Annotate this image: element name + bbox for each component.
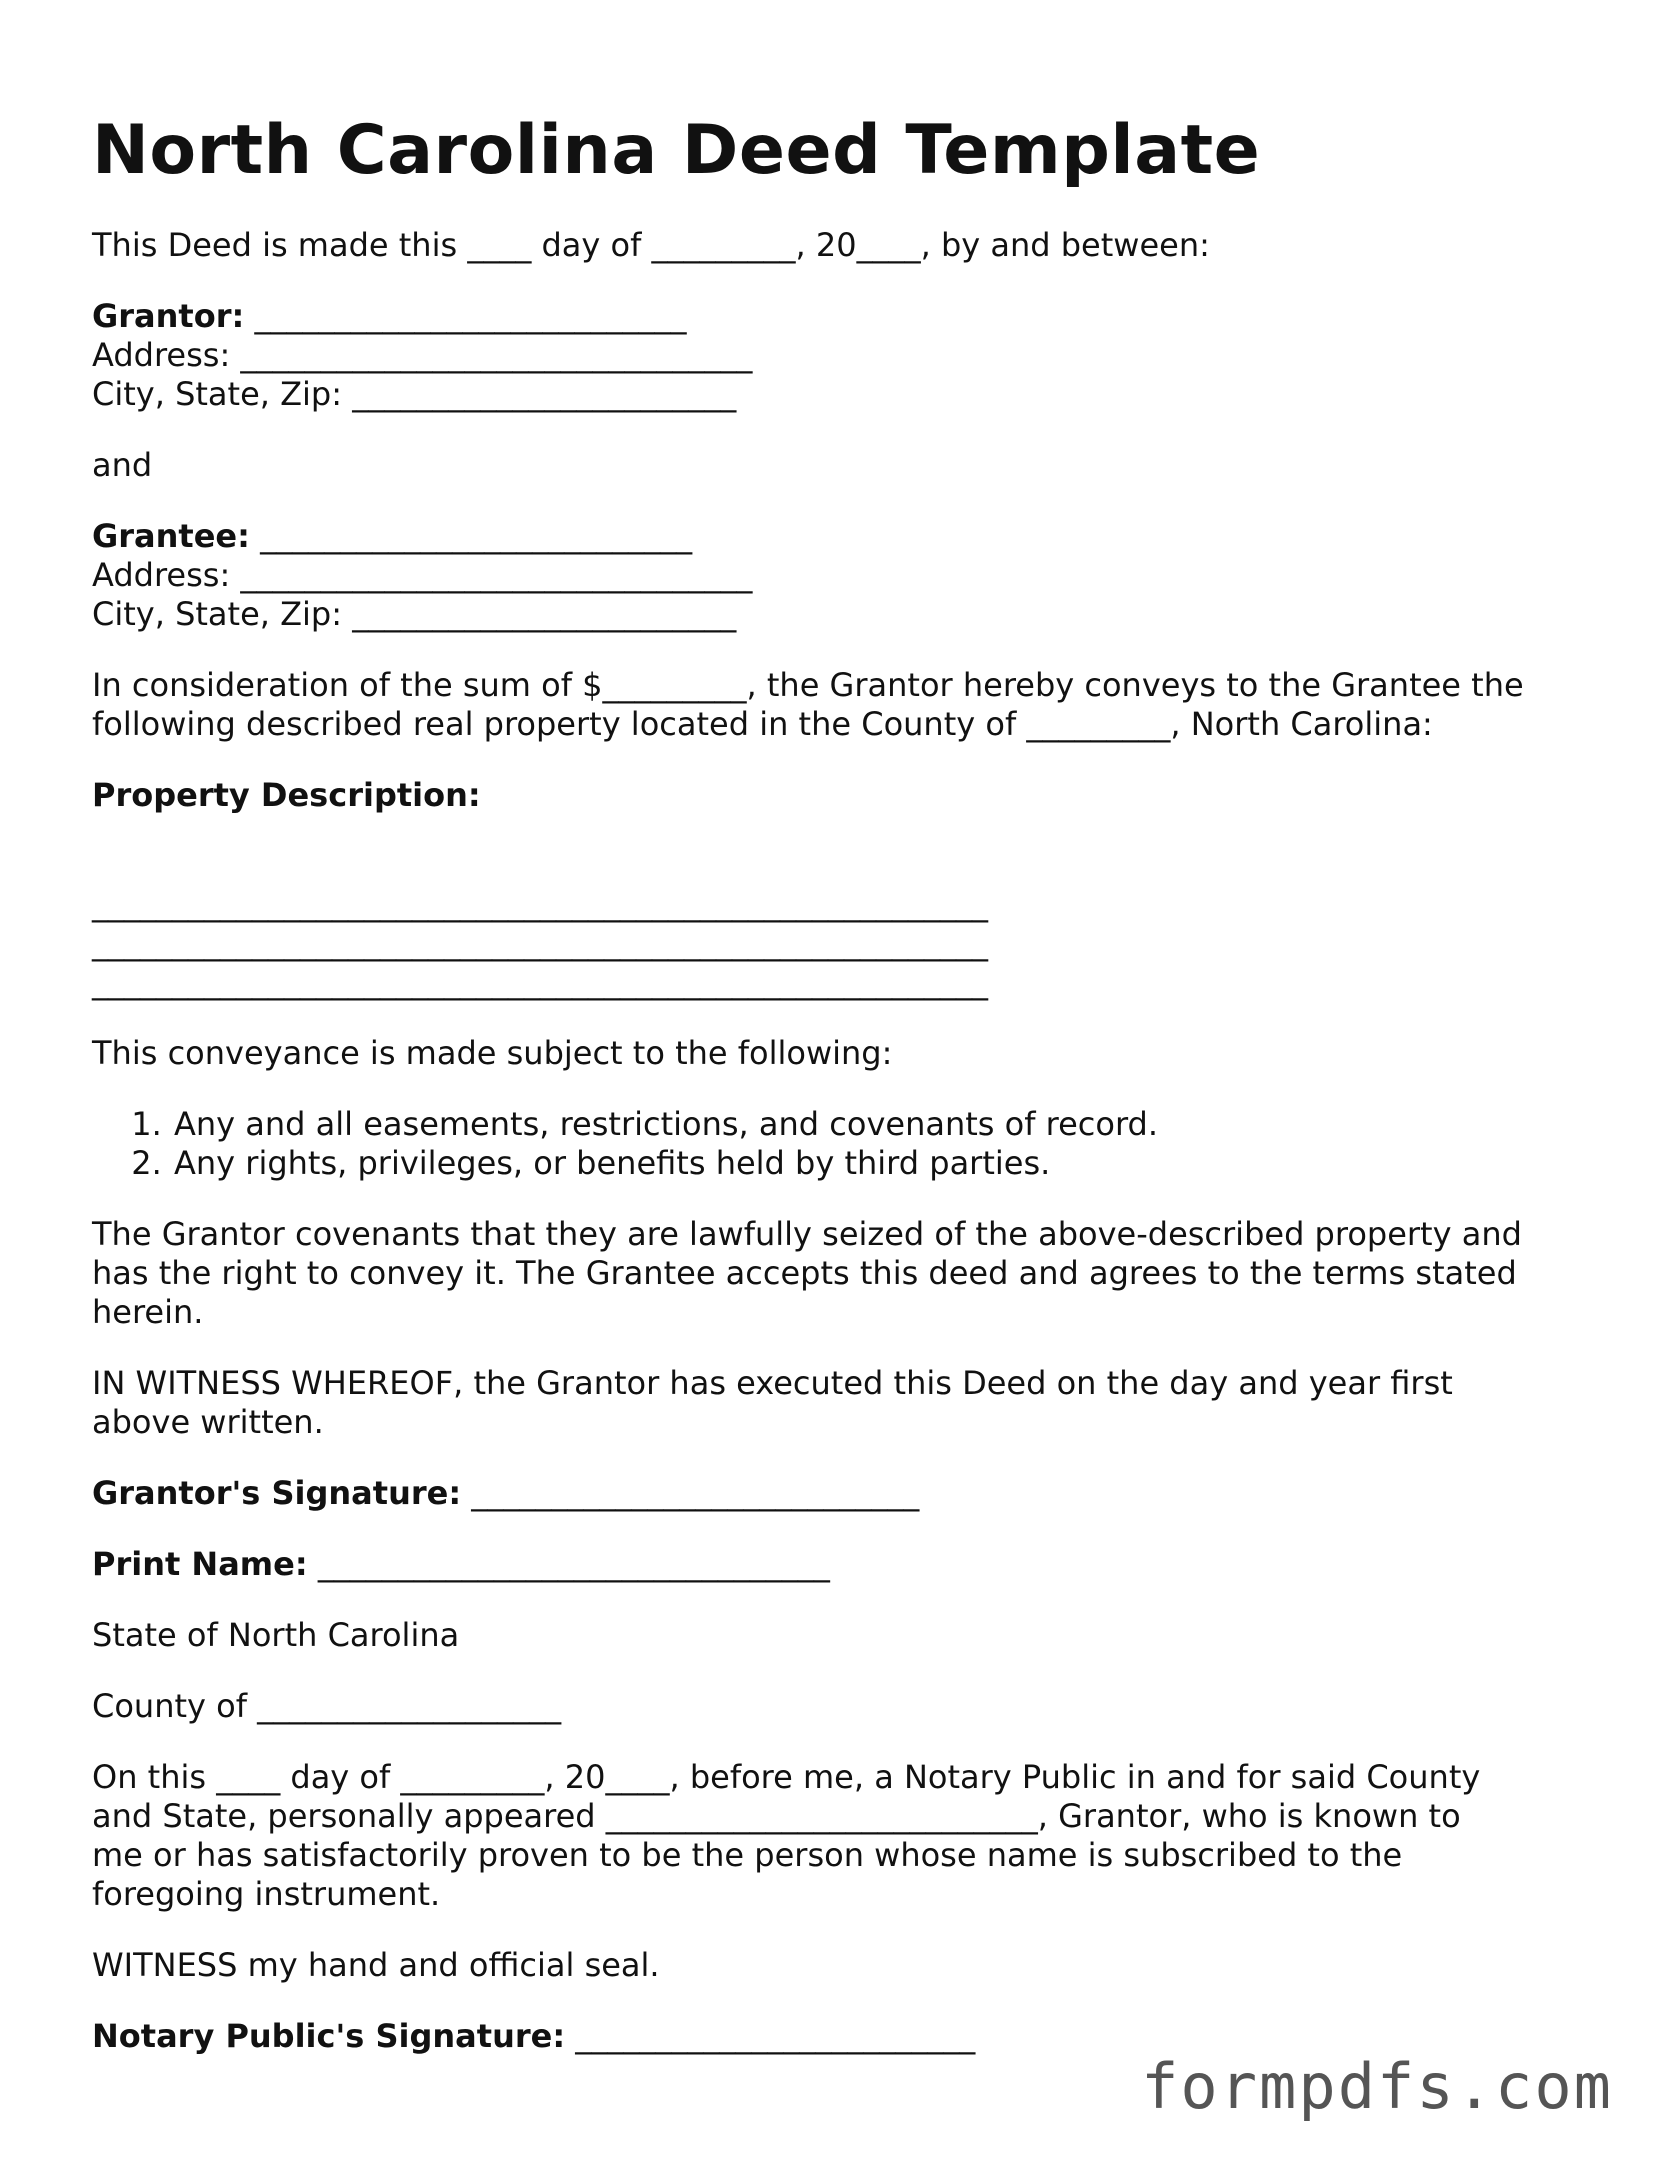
property-description-heading: [92, 776, 1592, 815]
property-description-label: Property Description:: [92, 776, 481, 815]
covenant-line-2: has the right to convey it. The Grantee accepts this deed and agrees to the terms stated: [92, 1254, 1517, 1293]
print-name-line: [92, 1545, 1592, 1584]
grantor-name-blank: ___________________________: [244, 297, 687, 336]
and-text: and: [92, 446, 153, 485]
deed-document: [92, 112, 1592, 2088]
covenant-paragraph: [92, 1215, 1592, 1332]
grantee-address-line: Address: ________________________________: [92, 556, 753, 595]
property-description-lines: [92, 847, 1592, 1002]
grantor-signature-label: Grantor's Signature:: [92, 1474, 462, 1513]
notary-line-2: and State, personally appeared ___________________________, Grantor, who is known to: [92, 1797, 1461, 1836]
print-name-blank: ________________________________: [307, 1545, 830, 1584]
consideration-line-1: In consideration of the sum of $_________, the Grantor hereby conveys to the Grantee the: [92, 666, 1524, 705]
covenant-line-1: The Grantor covenants that they are lawfully seized of the above-described property and: [92, 1215, 1522, 1254]
property-description-blank-line: ________________________________________________________: [92, 924, 988, 963]
grantor-block: [92, 297, 1592, 414]
document-title: North Carolina Deed Template: [92, 111, 1261, 190]
county-line: County of ___________________: [92, 1687, 562, 1726]
list-item: 1. Any and all easements, restrictions, and covenants of record.: [172, 1105, 1592, 1144]
notary-signature-blank: _________________________: [565, 2017, 976, 2056]
witness-whereof-paragraph: [92, 1364, 1592, 1442]
witness-whereof-line-2: above written.: [92, 1403, 324, 1442]
grantee-name-line: [92, 517, 1592, 556]
grantee-name-blank: ___________________________: [249, 517, 693, 556]
state-line: State of North Carolina: [92, 1616, 460, 1655]
watermark: formpdfs.com: [1141, 2050, 1613, 2123]
list-item: 2. Any rights, privileges, or benefits held by third parties.: [172, 1144, 1592, 1183]
grantee-block: [92, 517, 1592, 634]
witness-whereof-line-1: IN WITNESS WHEREOF, the Grantor has executed this Deed on the day and year first: [92, 1364, 1453, 1403]
intro-paragraph: This Deed is made this ____ day of _________, 20____, by and between:: [92, 226, 1210, 265]
grantor-city-state-zip-line: City, State, Zip: ________________________: [92, 375, 737, 414]
grantor-label: Grantor:: [92, 297, 245, 336]
grantor-signature-blank: ____________________________: [461, 1474, 920, 1513]
covenant-line-3: herein.: [92, 1293, 204, 1332]
notary-line-3: me or has satisfactorily proven to be the person whose name is subscribed to the: [92, 1836, 1403, 1875]
notary-acknowledgment-paragraph: [92, 1758, 1592, 1914]
subject-to-list: [92, 1105, 1592, 1183]
notary-signature-label: Notary Public's Signature:: [92, 2017, 566, 2056]
grantor-address-line: Address: ________________________________: [92, 336, 753, 375]
consideration-line-2: following described real property located in the County of _________, North Carolina:: [92, 705, 1433, 744]
notary-line-4: foregoing instrument.: [92, 1875, 441, 1914]
subject-to-intro: This conveyance is made subject to the following:: [92, 1034, 893, 1073]
grantee-label: Grantee:: [92, 517, 250, 556]
property-description-blank-line: ________________________________________________________: [92, 885, 988, 924]
property-description-blank-line: ________________________________________________________: [92, 963, 988, 1002]
grantor-signature-line: [92, 1474, 1592, 1513]
grantor-name-line: [92, 297, 1592, 336]
grantee-city-state-zip-line: City, State, Zip: ________________________: [92, 595, 737, 634]
notary-line-1: On this ____ day of _________, 20____, before me, a Notary Public in and for said County: [92, 1758, 1481, 1797]
witness-seal-line: WITNESS my hand and official seal.: [92, 1946, 660, 1985]
consideration-paragraph: [92, 666, 1592, 744]
print-name-label: Print Name:: [92, 1545, 308, 1584]
